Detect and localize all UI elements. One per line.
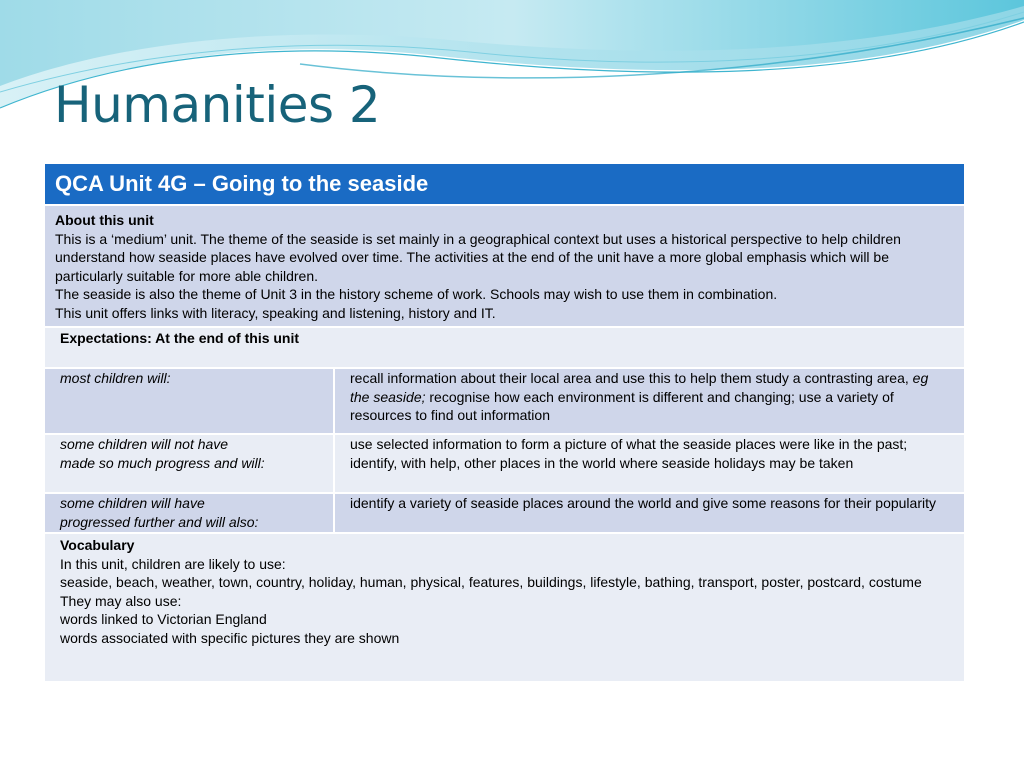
about-section [44,205,965,327]
row-label-most: most children will: [44,368,334,434]
table-header: QCA Unit 4G – Going to the seaside [44,163,965,205]
vocabulary-text-3: They may also use: [60,592,182,609]
row-desc-most [334,368,965,434]
row-desc-most-part2: recognise how each environment is different and changing; use a variety of resources to find out information [350,388,894,423]
row-desc-not-much: use selected information to form a picture of what the seaside places were like in the past; identify, with help, other places in the world where seaside holidays may be taken [334,434,965,493]
row-label-further [44,493,334,533]
vocabulary-section [44,533,965,682]
about-heading: About this unit [55,212,154,228]
vocabulary-text-5: words associated with specific pictures they are shown [60,629,400,646]
row-label-further-2: progressed further and will also: [60,513,259,530]
table-row [44,493,965,533]
vocabulary-text-2: seaside, beach, weather, town, country, holiday, human, physical, features, buildings, lifestyle, bathing, transport, poster, postcard, costume [60,574,922,590]
row-label-not-much-2: made so much progress and will: [60,454,265,471]
expectations-heading [44,327,965,368]
row-desc-further: identify a variety of seaside places around the world and give some reasons for their popularity [334,493,965,533]
row-desc-most-italic: eg the seaside; [350,370,929,405]
vocabulary-text-4: words linked to Victorian England [60,611,267,627]
expectations-label: Expectations: At the end of this unit [60,330,300,346]
table-row [44,434,965,493]
unit-table [43,162,966,683]
row-label-not-much-1: some children will not have [60,436,229,452]
row-desc-most-part1: recall information about their local area and use this to help them study a contrasting area, [350,370,913,386]
about-text-1: This is a ‘medium’ unit. The theme of the seaside is set mainly in a geographical context but uses a historical perspective to help children understand how seaside places have evolved over time. The activities at the end of the unit have a more global emphasis which will be particularly suitable for more able children. [55,230,901,284]
row-label-further-1: some children will have [60,495,205,511]
table-row [44,368,965,434]
slide-title: Humanities 2 [54,76,381,134]
about-text-3: This unit offers links with literacy, speaking and listening, history and IT. [55,304,496,321]
about-text-2: The seaside is also the theme of Unit 3 in the history scheme of work. Schools may wish to use them in combination. [55,286,778,302]
row-label-not-much [44,434,334,493]
vocabulary-heading: Vocabulary [60,537,135,553]
vocabulary-text-1: In this unit, children are likely to use: [60,555,286,572]
